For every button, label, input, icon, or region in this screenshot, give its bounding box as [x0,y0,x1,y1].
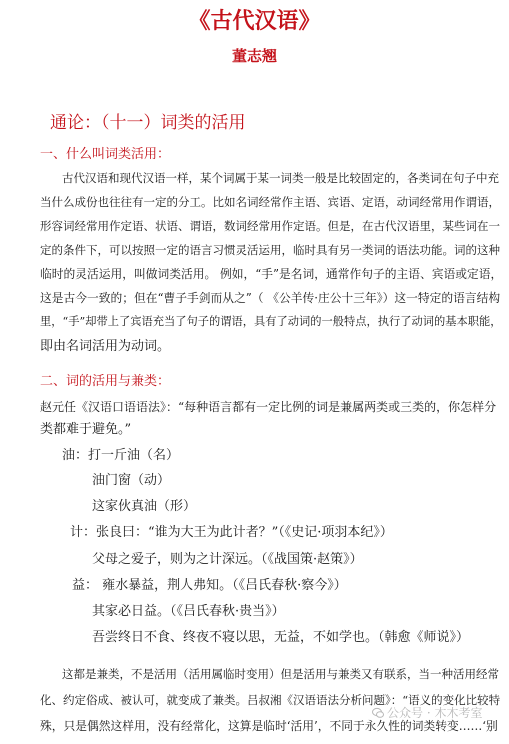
wechat-icon [372,707,384,719]
paragraph-line: 当什么成份也往往有一定的分工。比如名词经常作主语、宾语、定语，动词经常用作谓语， [40,195,500,209]
paragraph-line: 定的条件下，可以按照一定的语言习惯灵活运用，临时具有另一类词的语法功能。词的这种 [40,243,500,257]
paragraph-line: 化、约定俗成、被认可，就变成了兼类。吕叔湘《汉语语法分析问题》：“语义的变化比较特 [40,693,501,707]
author-name: 董志翘 [231,47,277,65]
document-title: 《古代汉语》 [188,8,321,34]
paragraph-line: 类都难于避免。” [40,422,132,437]
watermark-text: 公众号 · 木木考室 [387,706,483,720]
chapter-heading: 通论：（十一）词类的活用 [50,113,246,133]
example-line: 油门窗（动） [92,473,171,488]
example-line: 父母之爱子，则为之计深远。（《战国策·赵策》） [92,552,363,567]
paragraph-line: 临时的灵活运用，叫做词类活用。 例如，“手”是名词，通常作句子的主语、宾语或定语， [40,267,503,281]
paragraph-line: 这是古今一致的；但在“曹子手剑而从之”（ 《公羊传·庄公十三年》）这一特定的语言结构 [40,291,501,305]
watermark [372,705,482,721]
section-2-heading: 二、词的活用与兼类： [40,374,171,389]
example-line: 其家必日益。（《吕氏春秋·贵当》） [92,604,285,619]
paragraph-line: 这都是兼类，不是活用（活用属临时变用）但是活用与兼类又有联系，当一种活用经常 [62,667,499,681]
example-line: 吾尝终日不食、终夜不寝以思，无益，不如学也。（韩愈《师说》） [92,630,470,645]
paragraph-line: 殊，只是偶然这样用，没有经常化，这算是临时‘活用’，不同于永久性的词类转变……‘别 [40,719,498,733]
example-line: 油：打一斤油（名） [62,448,180,463]
paragraph-line: 形容词经常用作定语、状语、谓语，数词经常用作定语。但是，在古代汉语里，某些词在一 [40,219,500,233]
paragraph-line: 即由名词活用为动词。 [40,339,171,354]
paragraph-line: 里，“手”却带上了宾语充当了句子的谓语，具有了动词的一般特点，执行了动词的基本职能， [40,315,502,328]
example-line: 这家伙真油（形） [92,499,197,514]
paragraph-line: 古代汉语和现代汉语一样，某个词属于某一词类一般是比较固定的，各类词在句子中充 [62,171,499,185]
section-1-heading: 一、什么叫词类活用： [40,147,171,162]
example-line: 益： 雍水暴益，荆人弗知。（《吕氏春秋·察今》） [72,578,347,593]
example-line: 计：张良曰：“谁为大王为此计者？”（《史记·项羽本纪》） [70,525,393,540]
paragraph-line: 赵元任《汉语口语语法》：“每种语言都有一定比例的词是兼属两类或三类的，你怎样分 [40,400,497,414]
